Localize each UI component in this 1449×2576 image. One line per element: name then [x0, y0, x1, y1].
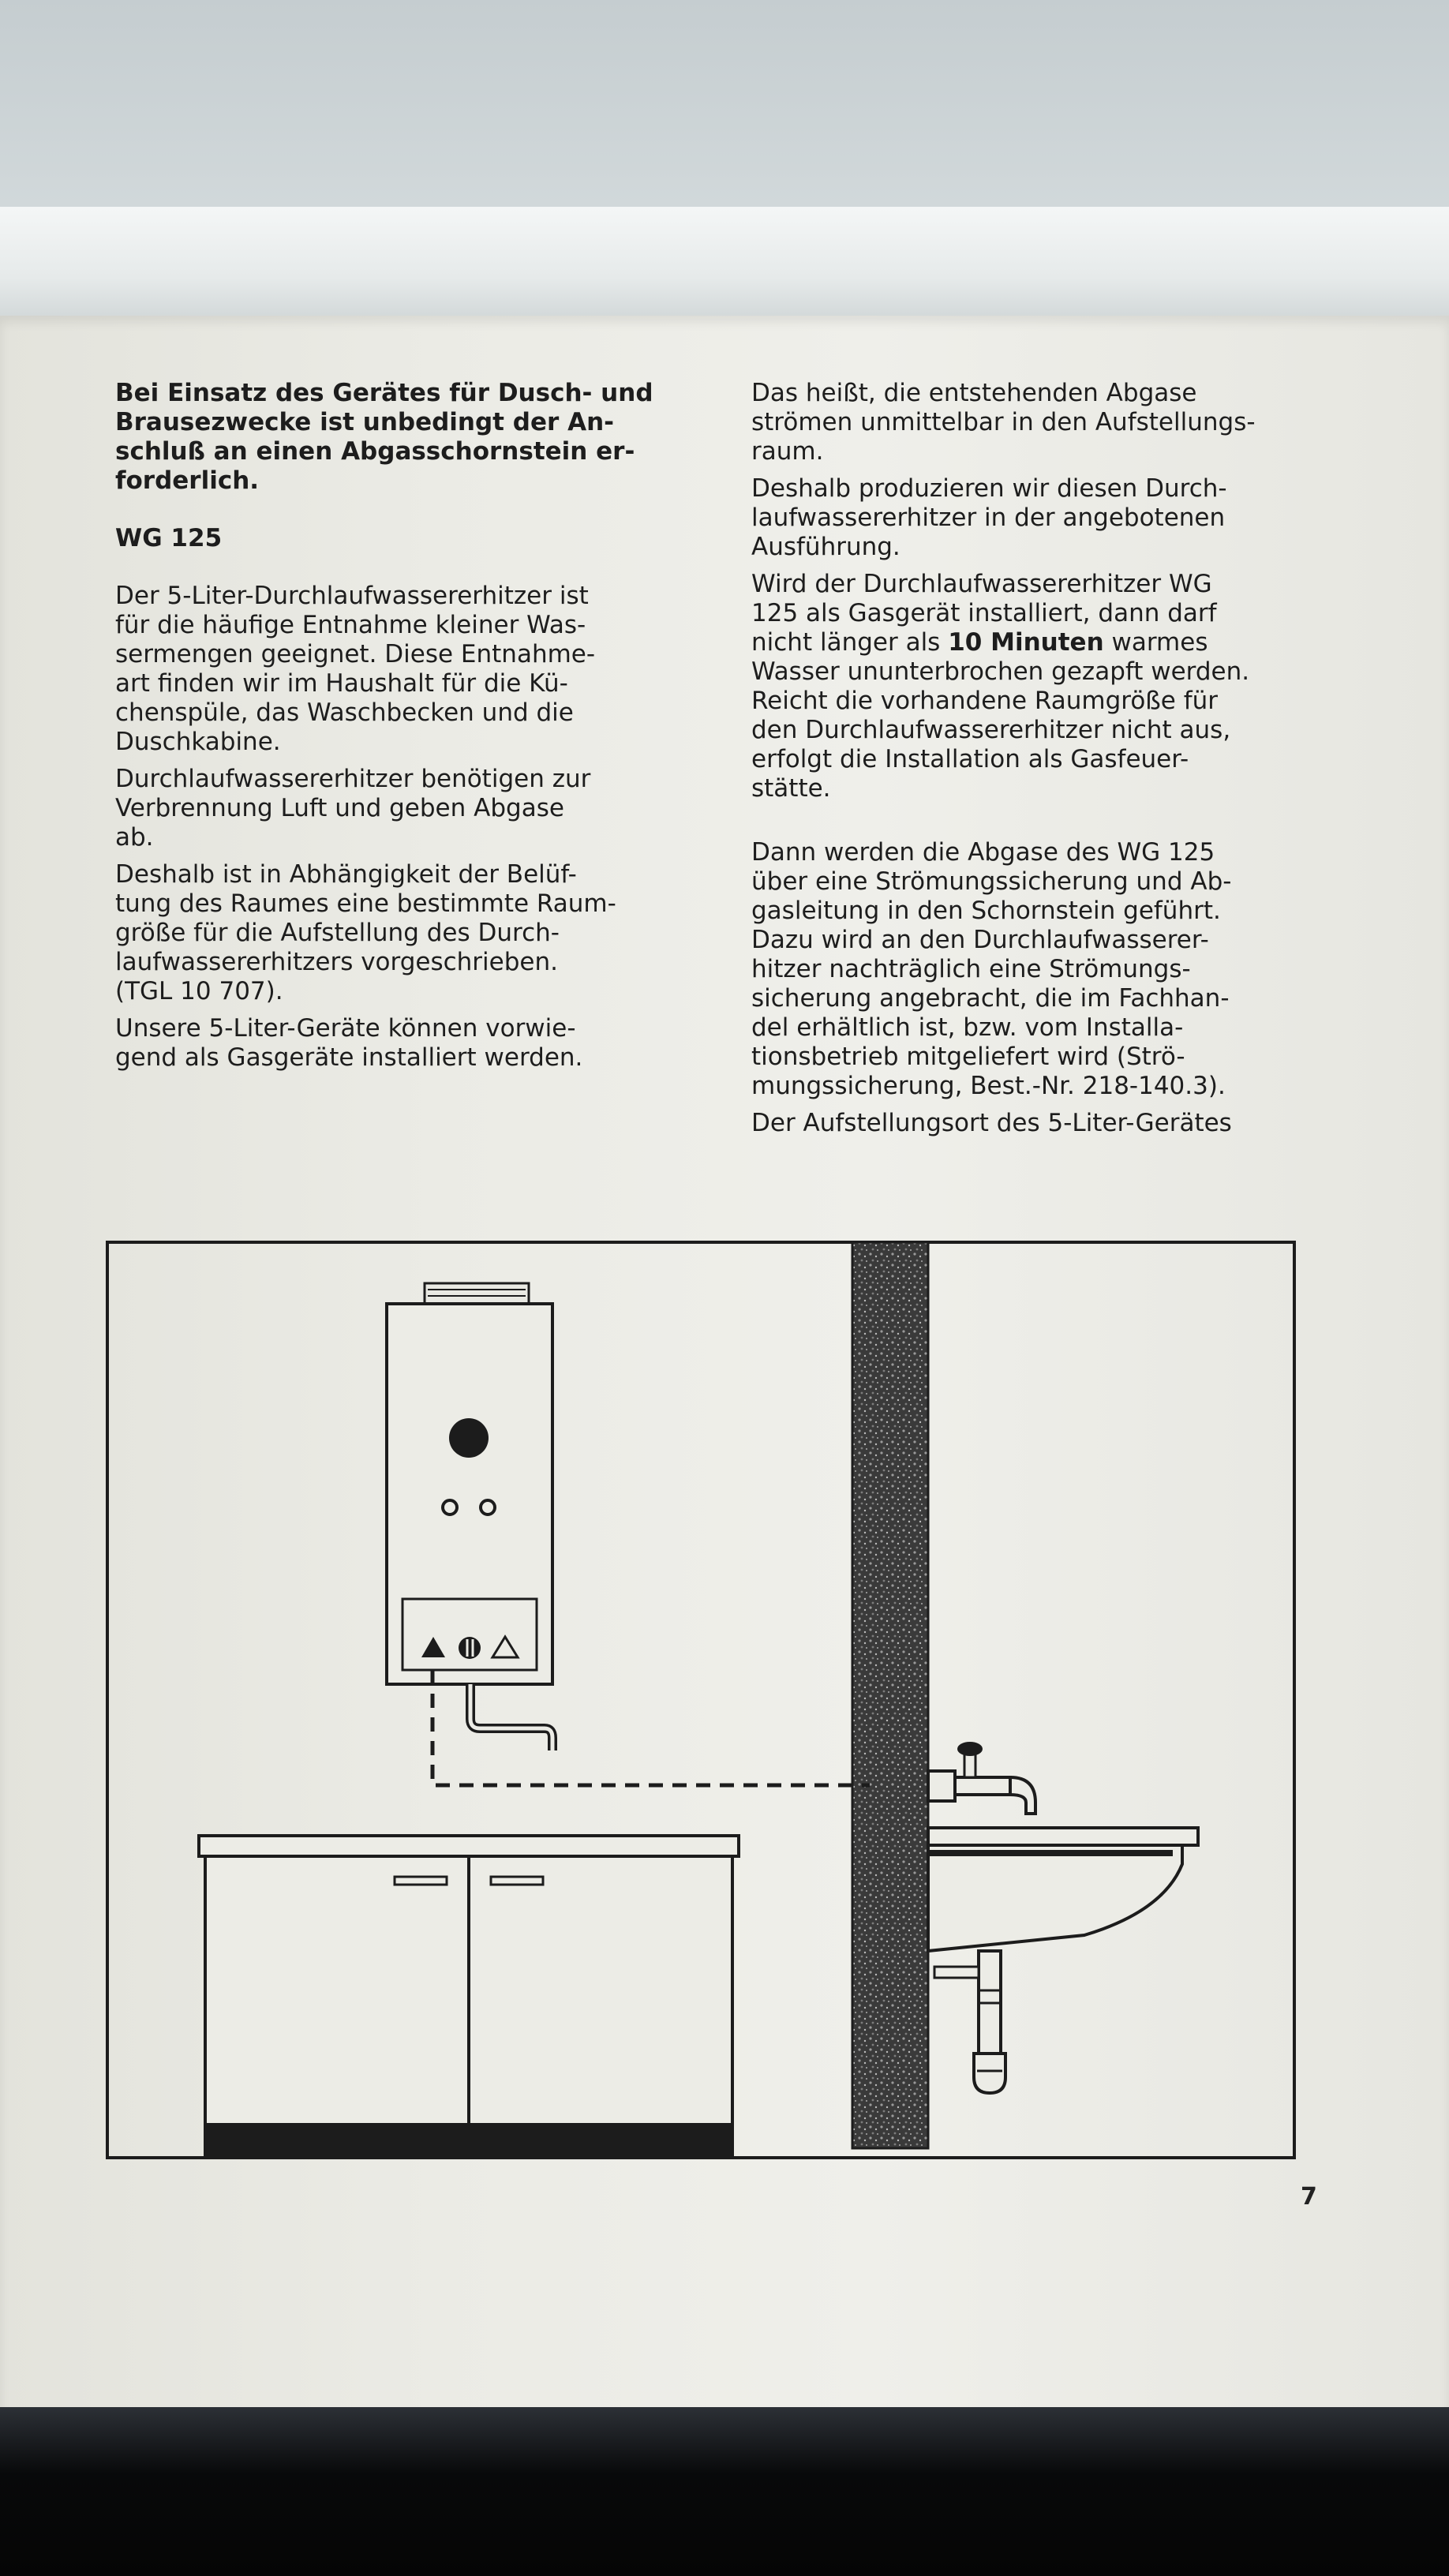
paragraph-7-end: warmes Wasser ununterbrochen gezapft werden. Reicht die vorhandene Raumgröße für den Durchlaufwassererhitzer nicht aus, erfolgt die Installation als Gasfeuer- stätte. [751, 628, 1250, 803]
paragraph-4: Unsere 5-Liter-Geräte können vorwie- gend als Gasgeräte installiert werden. [115, 1014, 583, 1072]
paragraph-5: Das heißt, die entstehenden Abgase strömen unmittelbar in den Aufstellungs- raum. [751, 379, 1256, 466]
paragraph-3: Deshalb ist in Abhängigkeit der Belüf- tung des Raumes eine bestimmte Raum- größe für die Aufstellung des Durch- laufwassererhitzers vorgeschrieben. (TGL 10 707). [115, 860, 616, 1005]
kitchen-cabinet [199, 1836, 739, 2156]
cabinet-countertop [199, 1836, 739, 1856]
control-symbol-circle [459, 1637, 481, 1659]
faucet-handle [957, 1742, 983, 1756]
heater-outlet-pipe [470, 1684, 552, 1750]
paragraph-2: Durchlaufwassererhitzer benötigen zur Verbrennung Luft und geben Abgase ab. [115, 765, 591, 852]
white-shelf-edge [0, 207, 1449, 328]
paragraph-6: Deshalb produzieren wir diesen Durch- laufwassererhitzer in der angebotenen Ausführung. [751, 474, 1227, 561]
faucet [928, 1742, 1035, 1814]
paragraph-9: Der Aufstellungsort des 5-Liter-Gerätes [751, 1109, 1232, 1137]
heater-indicator-light [449, 1418, 489, 1458]
installation-illustration [106, 1241, 1296, 2159]
left-text-column [115, 379, 665, 1080]
background-bottom [0, 2407, 1449, 2576]
document-page [0, 316, 1449, 2415]
cabinet-plinth [205, 2123, 732, 2156]
wall-section [852, 1242, 928, 2148]
paragraph-7 [751, 570, 1297, 803]
model-heading: WG 125 [115, 524, 223, 552]
paragraph-8: Dann werden die Abgase des WG 125 über eine Strömungssicherung und Ab- gasleitung in den Schornstein geführt. Dazu wird an den Durchlaufwasserer- hitzer nachträglich eine Strömungs- sicherung angebracht, die im Fachhan- del erhältlich ist, bzw. vom Installa- tionsbetrieb mitgeliefert wird (Strö- mungssicherung, Best.-Nr. 218-140.3). [751, 838, 1232, 1100]
basin-rim [928, 1828, 1198, 1845]
basin-bowl [928, 1845, 1182, 1951]
heater-control-panel [402, 1599, 537, 1670]
water-heater [387, 1283, 552, 1750]
paragraph-7-start: Wird der Durchlaufwassererhitzer WG 125 als Gasgerät installiert, dann darf nicht länger als [751, 570, 1217, 657]
paragraph-1: Der 5-Liter-Durchlaufwassererhitzer ist für die häufige Entnahme kleiner Was- sermengen geeignet. Diese Entnahme- art finden wir im Haushalt für die Kü- chenspüle, das Waschbecken und die Duschkabine. [115, 582, 596, 756]
right-text-column [751, 379, 1297, 1146]
page-number: 7 [1301, 2183, 1317, 2211]
duration-emphasis: 10 Minuten [948, 628, 1104, 657]
heater-top-vent [425, 1283, 529, 1304]
washbasin [928, 1828, 1198, 2093]
background-top [0, 0, 1449, 221]
intro-note: Bei Einsatz des Gerätes für Dusch- und Brausezwecke ist unbedingt der An- schluß an einen Abgasschornstein er- forderlich. [115, 379, 653, 495]
drain-trap [974, 2054, 1005, 2093]
